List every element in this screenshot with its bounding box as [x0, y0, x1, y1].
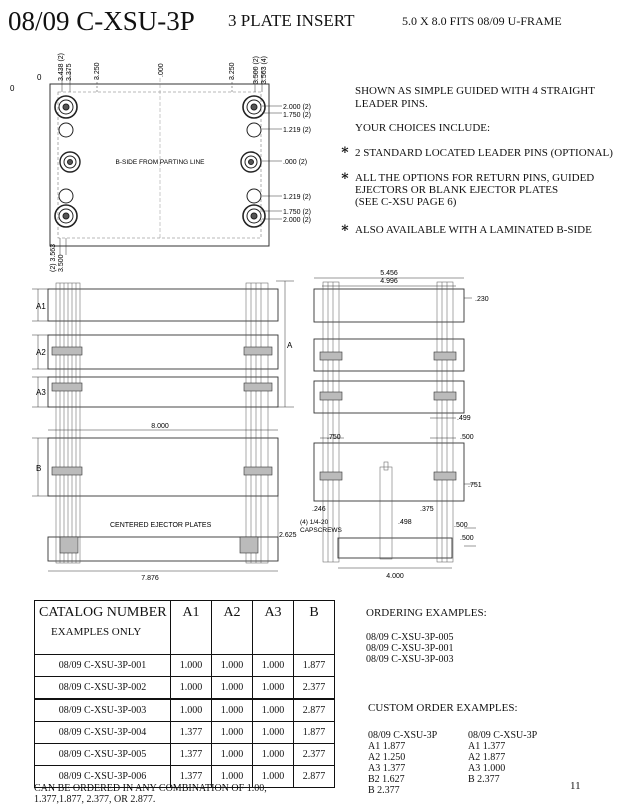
choice-bullet-2-line-2: EJECTORS OR BLANK EJECTOR PLATES: [355, 184, 559, 196]
dim-246: .246: [312, 506, 326, 513]
dim-3250-right: 3.250: [229, 62, 236, 80]
plate-b: [48, 438, 278, 496]
page-subtitle: 3 PLATE INSERT: [228, 11, 355, 30]
choices-heading: YOUR CHOICES INCLUDE:: [355, 122, 491, 134]
row-a1: 1.000: [171, 699, 212, 722]
top-view-drawing: [0, 50, 345, 275]
dim-1219-top: 1.219 (2): [283, 127, 312, 134]
custom-left-item: A3 1.377: [368, 763, 406, 774]
row-name: 08/09 C-XSU-3P-002: [35, 677, 171, 700]
end-plate-a1: [314, 289, 464, 322]
custom-left-item: A2 1.250: [368, 752, 406, 763]
label-a1: A1: [36, 302, 46, 311]
dim-000-mid: .000 (2): [283, 159, 308, 166]
dim-3563: 3.563 (4): [261, 55, 268, 84]
row-b: 1.877: [294, 655, 335, 677]
dim-3375: 3.375: [66, 63, 73, 81]
dim-5456: 5.456: [380, 270, 398, 277]
dim-751: .751: [468, 482, 482, 489]
row-a3: 1.000: [253, 699, 294, 722]
catalog-header: [35, 601, 171, 655]
row-a2: 1.000: [212, 655, 253, 677]
catalog-footnote-line-1: CAN BE ORDERED IN ANY COMBINATION OF 1.00,: [34, 783, 267, 794]
row-name: 08/09 C-XSU-3P-004: [35, 722, 171, 744]
row-a2: 1.000: [212, 699, 253, 722]
row-a2: 1.000: [212, 677, 253, 700]
page-title: 08/09 C-XSU-3P: [8, 6, 195, 36]
side-view-drawing: [0, 275, 300, 585]
row-a3: 1.000: [253, 655, 294, 677]
ordering-title: ORDERING EXAMPLES:: [366, 607, 487, 619]
custom-left-item: A1 1.877: [368, 741, 406, 752]
row-name: 08/09 C-XSU-3P-001: [35, 655, 171, 677]
notes-block: [355, 85, 595, 111]
ordering-item: 08/09 C-XSU-3P-003: [366, 654, 454, 665]
custom-right-item: A1 1.377: [468, 741, 506, 752]
col-a1-header: A1: [171, 601, 212, 655]
choice-bullet-2-line-3: (SEE C-XSU PAGE 6): [355, 196, 457, 208]
catalog-table: [34, 600, 335, 788]
row-name: 08/09 C-XSU-3P-003: [35, 699, 171, 722]
catalog-header-sub: EXAMPLES ONLY: [51, 626, 142, 638]
row-a3: 1.000: [253, 722, 294, 744]
row-a3: 1.000: [253, 766, 294, 788]
row-a2: 1.000: [212, 722, 253, 744]
row-b: 2.877: [294, 699, 335, 722]
plate-a1: [48, 289, 278, 321]
custom-left-list: [368, 730, 437, 796]
width-8000: 8.000: [151, 423, 169, 430]
fit-description: 5.0 X 8.0 FITS 08/09 U-FRAME: [402, 14, 562, 28]
capscrews-line-2: CAPSCREWS: [300, 527, 342, 534]
col-a3-header: A3: [253, 601, 294, 655]
page-number: 11: [570, 780, 581, 792]
custom-right-item: B 2.377: [468, 774, 500, 785]
table-row: [35, 655, 335, 677]
ordering-item: 08/09 C-XSU-3P-001: [366, 643, 454, 654]
catalog-header-title: CATALOG NUMBER: [39, 605, 167, 620]
row-b: 2.377: [294, 677, 335, 700]
custom-left-item: 08/09 C-XSU-3P: [368, 730, 438, 741]
dim-2000-bot: 2.000 (2): [283, 217, 312, 224]
dim-000-top: .000: [158, 63, 165, 77]
choice-bullet-3: ALSO AVAILABLE WITH A LAMINATED B-SIDE: [355, 224, 592, 236]
col-a2-header: A2: [212, 601, 253, 655]
dim-1750-top: 1.750 (2): [283, 112, 312, 119]
dim-1219-bot: 1.219 (2): [283, 194, 312, 201]
row-b: 2.377: [294, 744, 335, 766]
custom-right-list: [468, 730, 537, 785]
row-a2: 1.000: [212, 766, 253, 788]
table-row: [35, 722, 335, 744]
choice-bullet-1: 2 STANDARD LOCATED LEADER PINS (OPTIONAL): [355, 147, 613, 159]
custom-title: CUSTOM ORDER EXAMPLES:: [368, 702, 518, 714]
row-a3: 1.000: [253, 677, 294, 700]
dim-499: .499: [457, 415, 471, 422]
choice-bullet-2: [355, 172, 594, 208]
dim-3563-bot: (2) 3.563: [50, 243, 57, 272]
dim-375: .375: [420, 506, 434, 513]
ejector-label: CENTERED EJECTOR PLATES: [110, 522, 212, 529]
star-bullet-1: ∗: [340, 143, 350, 158]
dim-2000-top: 2.000 (2): [283, 104, 312, 111]
table-row: [35, 677, 335, 700]
label-b: B: [36, 464, 42, 473]
row-name: 08/09 C-XSU-3P-006: [35, 766, 171, 788]
row-a1: 1.377: [171, 722, 212, 744]
row-a1: 1.000: [171, 655, 212, 677]
dim-3438: 3.438 (2): [58, 52, 65, 81]
dim-500b: .500: [454, 522, 468, 529]
end-ejector-plate: [338, 538, 452, 558]
note-line-2: LEADER PINS.: [355, 98, 428, 110]
plate-a2: [48, 335, 278, 369]
dim-1750-bot: 1.750 (2): [283, 209, 312, 216]
label-a2: A2: [36, 348, 46, 357]
origin-x-label: 0: [37, 73, 42, 82]
dim-500a: .500: [460, 434, 474, 441]
choice-bullet-2-line-1: ALL THE OPTIONS FOR RETURN PINS, GUIDED: [355, 172, 595, 184]
label-a: A: [287, 341, 293, 350]
dim-2625: 2.625: [279, 532, 297, 539]
custom-right-item: 08/09 C-XSU-3P: [468, 730, 538, 741]
table-row: [35, 744, 335, 766]
dim-230: .230: [475, 296, 489, 303]
row-a1: 1.000: [171, 677, 212, 700]
star-bullet-2: ∗: [340, 169, 350, 184]
dim-3250-left: 3.250: [94, 62, 101, 80]
ordering-list: [366, 632, 454, 665]
dim-498: .498: [398, 519, 412, 526]
custom-right-item: A2 1.877: [468, 752, 506, 763]
catalog-footnote: [34, 783, 267, 805]
capscrews-line-1: (4) 1/4-20: [300, 519, 329, 526]
row-a2: 1.000: [212, 744, 253, 766]
catalog-footnote-line-2: 1.377,1.877, 2.377, OR 2.877.: [34, 794, 156, 805]
row-a1: 1.377: [171, 766, 212, 788]
custom-right-item: A3 1.000: [468, 763, 506, 774]
dim-500c: .500: [460, 535, 474, 542]
row-b: 2.877: [294, 766, 335, 788]
note-line-1: SHOWN AS SIMPLE GUIDED WITH 4 STRAIGHT: [355, 85, 595, 97]
ordering-item: 08/09 C-XSU-3P-005: [366, 632, 454, 643]
row-name: 08/09 C-XSU-3P-005: [35, 744, 171, 766]
dim-7876: 7.876: [141, 575, 159, 582]
custom-left-item: B 2.377: [368, 785, 400, 796]
dim-4996: 4.996: [380, 278, 398, 285]
label-a3: A3: [36, 388, 46, 397]
b-side-label: B-SIDE FROM PARTING LINE: [115, 159, 205, 166]
dim-750: .750: [327, 434, 341, 441]
row-a1: 1.377: [171, 744, 212, 766]
dim-3500: 3.500 (2): [253, 55, 260, 84]
plate-a3: [48, 377, 278, 407]
row-a3: 1.000: [253, 744, 294, 766]
end-view-drawing: [300, 262, 500, 587]
col-b-header: B: [294, 601, 335, 655]
row-b: 1.877: [294, 722, 335, 744]
dim-4000: 4.000: [386, 573, 404, 580]
star-bullet-3: ∗: [340, 221, 350, 236]
custom-left-item: B2 1.627: [368, 774, 405, 785]
dim-3500-bot: 3.500: [58, 254, 65, 272]
table-row: [35, 699, 335, 722]
origin-y-label: 0: [10, 84, 15, 93]
